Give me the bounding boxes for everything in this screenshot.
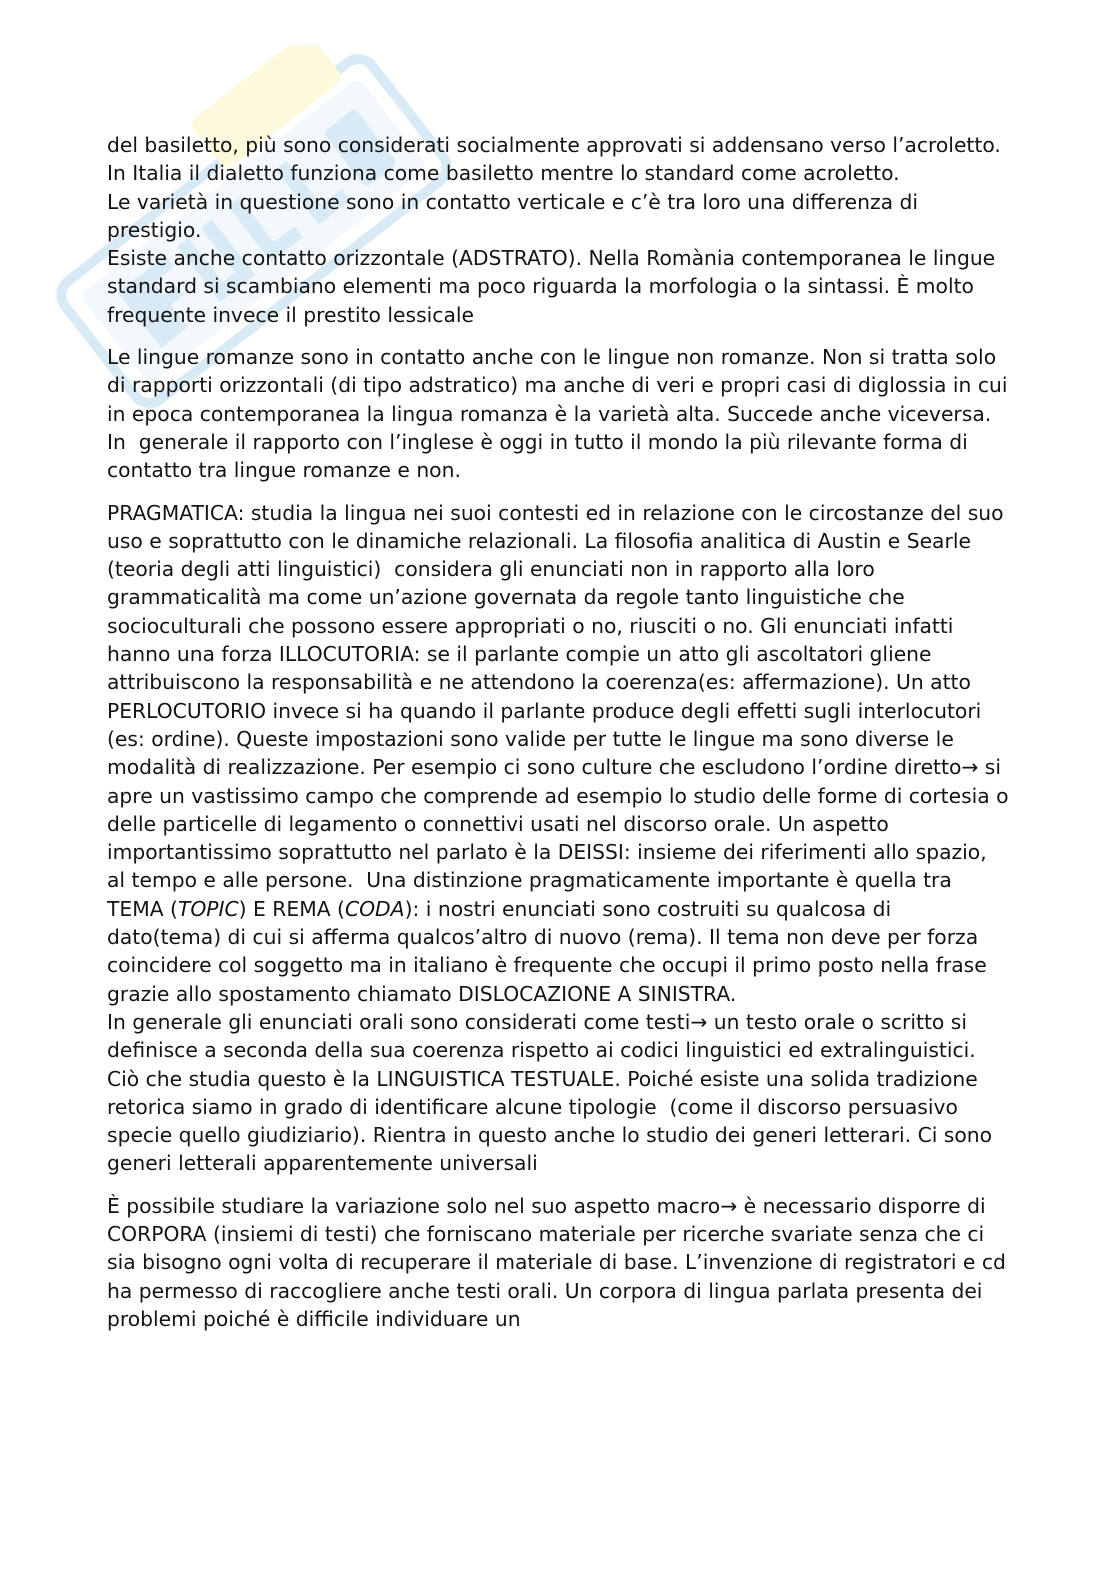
paragraph-text-segment: TOPIC: [177, 896, 239, 921]
paragraph-text-segment: Le lingue romanze sono in contatto anche con le lingue non romanze. Non si tratta solo di rapporti orizzontali (di tipo adstratico) ma anche di veri e propri casi di diglossia in cui in epoca contemporanea la lingua romanza è la varietà alta. Succede anche viceversa. In generale il rapporto con l’inglese è oggi in tutto il mondo la più rilevante forma di contatto tra lingue romanze e non.: [107, 345, 1014, 483]
paragraph-text-segment: ): i nostri enunciati sono costruiti su qualcosa di dato(tema) di cui si afferma qualcos’altro di nuovo (rema). Il tema non deve per forza coincidere col soggetto ma in italiano è frequente che occupi il primo posto nella frase grazie allo spostamento chiamato DISLOCAZIONE A SINISTRA.: [107, 896, 994, 1006]
document-body-text: [107, 131, 1016, 1333]
paragraph-text-segment: È possibile studiare la variazione solo nel suo aspetto macro→ è necessario disporre di CORPORA (insiemi di testi) che forniscano materiale per ricerche svariate senza che ci sia bisogno ogni volta di recuperare il materiale di base. L’invenzione di registratori e cd ha permesso di raccogliere anche testi orali. Un corpora di lingua parlata presenta dei problemi poiché è difficile individuare un: [107, 1193, 1013, 1331]
paragraph-p2: [107, 188, 1009, 245]
paragraph-text-segment: Le varietà in questione sono in contatto verticale e c’è tra loro una differenza di prestigio.: [107, 189, 925, 242]
paragraph-p4: [107, 343, 1014, 484]
paragraph-text-segment: In generale gli enunciati orali sono considerati come testi→ un testo orale o scritto si definisce a seconda della sua coerenza rispetto ai codici linguistici ed extralinguistici. Ciò che studia questo è la LINGUISTICA TESTUALE. Poiché esiste una solida tradizione retorica siamo in grado di identificare alcune tipologie (come il discorso persuasivo specie quello giudiziario). Rientra in questo anche lo studio dei generi letterari. Ci sono generi letterali apparentemente universali: [107, 1009, 999, 1176]
paragraph-text-segment: CODA: [344, 896, 405, 921]
paragraph-text-segment: Esiste anche contatto orizzontale (ADSTRATO). Nella Romània contemporanea le lingue standard si scambiano elementi ma poco riguarda la morfologia o la sintassi. È molto frequente invece il prestito lessicale: [107, 246, 1002, 327]
paragraph-p7: [107, 1192, 1013, 1333]
paragraph-text-segment: del basiletto, più sono considerati socialmente approvati si addensano verso l’acroletto. In Italia il dialetto funziona come basiletto mentre lo standard come acroletto.: [107, 133, 1008, 186]
paragraph-text-segment: PRAGMATICA: studia la lingua nei suoi contesti ed in relazione con le circostanze del suo uso e soprattutto con le dinamiche relazionali. La filosofia analitica di Austin e Searle (teoria degli atti linguistici) considera gli enunciati non in rapporto alla loro grammaticalità ma come un’azione governata da regole tanto linguistiche che socioculturali che possono essere appropriati o no, riusciti o no. Gli enunciati infatti hanno una forza ILLOCUTORIA: se il parlante compie un atto gli ascoltatori gliene attribuiscono la responsabilità e ne attendono la coerenza(es: affermazione). Un atto PERLOCUTORIO invece si ha quando il parlante produce degli effetti sugli interlocutori (es: ordine). Queste impostazioni sono valide per tutte le lingue ma sono diverse le modalità di realizzazione. Per esempio ci sono culture che escludono l’ordine diretto→ si apre un vastissimo campo che comprende ad esempio lo studio delle forme di cortesia o delle particelle di legamento o connettivi usati nel discorso orale. Un aspetto importantissimo soprattutto nel parlato è la DEISSI: insieme dei riferimenti allo spazio, al tempo e alle persone. Una distinzione pragmaticamente importante è quella tra TEMA (: [107, 500, 1016, 921]
paragraph-p1: [107, 131, 1009, 188]
paragraph-text-segment: ) E REMA (: [238, 896, 345, 921]
paragraph-p6: [107, 1008, 1009, 1178]
paragraph-p3: [107, 244, 1009, 329]
paragraph-p5: [107, 499, 1016, 1008]
